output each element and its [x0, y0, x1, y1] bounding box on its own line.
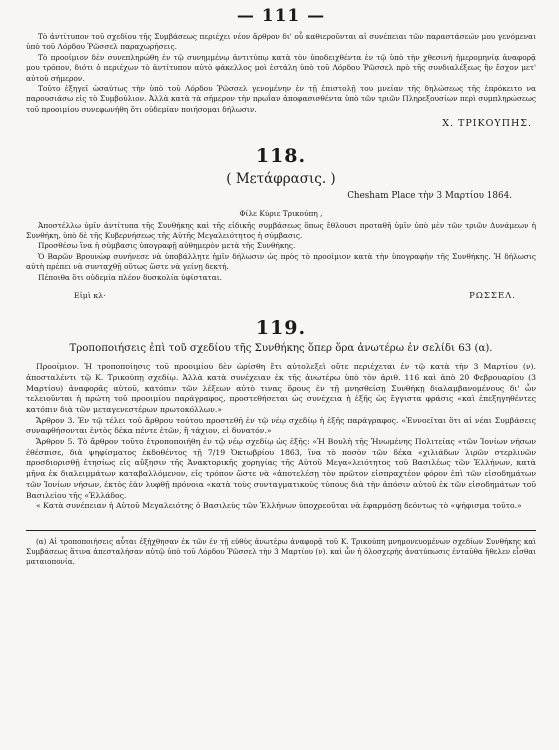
intro-paragraph: Τοῦτο ἐξηγεῖ ὡσαύτως τὴν ὑπὸ τοῦ Λόρδου Ῥῶσσελ γενομένην ἐν τῇ ἐπιστολῇ του μνείαν τῆς δηλώσεως τῆς ἐπρόκειτο να παρουσιάσω εἰς τὸ Συμβούλιον. Ἀλλὰ κατὰ τὰ σήμερον τὴν πρωΐαν ἀποφασισθέντα ὑπὸ τῶν τριῶν Πληρεξουσίων περὶ συμπληρώσεως τοῦ προοιμίου συνεφωνήθη ὅτι οὐδεμίαν ποιήσομαι δήλωσιν.: [26, 84, 536, 114]
amendment-paragraph: « Κατὰ συνέπειαν ἡ Αὐτοῦ Μεγαλειότης ὁ Βασιλεὺς τῶν Ἑλλήνων ὑποχρεοῦται νὰ ἐφαρμόσῃ δεόντως τὸ «ψήφισμα τοῦτο.»: [36, 501, 522, 511]
letter-paragraph: Ὁ Βαρῶν Βρουνὼφ συνήνεσε νὰ ὑποβάλλητε ἡμῖν δήλωσιν ὡς πρὸς τὸ προοίμιον κατὰ τὴν ὑπογραφὴν τῆς Συνθήκης. Ἡ δήλωσις αὐτὴ πρέπει νὰ συνταχθῇ οὕτως ὥστε νὰ γείνῃ δεκτή.: [26, 251, 536, 272]
amendment-paragraph: Ἄρθρον 3. Ἐν τῷ τέλει τοῦ ἄρθρου τούτου προστεθῆ ἐν τῷ νέῳ σχεδίῳ ἡ ἑξῆς παράγραφος. «Ἐννοεῖται ὅτι αἱ νέαι Συμβάσεις συναφθήσονται ἐντὸς δέκα πέντε ἐτῶν, ἢ τάχιον, εἰ δυνατόν.»: [26, 415, 536, 436]
translation-subtitle: ( Μετάφρασις. ): [226, 171, 336, 188]
page-number: — 111 —: [236, 6, 326, 26]
dateline: Chesham Place τὴν 3 Μαρτίου 1864.: [347, 191, 512, 202]
document-page: [26, 6, 536, 567]
document-number-119: 119.: [255, 317, 307, 340]
footnote-divider: [26, 530, 536, 531]
footnote-text: (α) Αἱ τροποποιήσεις αὗται ἐξήχθησαν ἐκ τῶν ἐν τῇ εὐθὺς ἀνωτέρω ἀναφορᾷ τοῦ Κ. Τρικούπη μνημονευομένων σχεδίων Συνθήκης καὶ Συμβάσεως ἅτινα ἀπεσταλήσαν αὐτῷ ὑπὸ τοῦ Λόρδου Ῥῶσσελ τὴν 3 Μαρτίου (ν). καὶ ὧν ἡ ὁλοσχερὴς ἀνατύπωσις ἐνταῦθα ἤθελεν εἶσθαι ματαιοπονία.: [26, 536, 536, 566]
signature-trikoupis: Χ. ΤΡΙΚΟΥΠΗΣ.: [442, 118, 532, 130]
footnote: [26, 537, 536, 567]
letter-paragraph: Προσθέσω ἵνα ἡ σύμβασις ὑπογραφῇ αὐθημερὸν μετὰ τῆς Συνθήκης.: [38, 241, 296, 251]
intro-paragraph: Τὸ ἀντίτυπον τοῦ σχεδίου τῆς Συμβάσεως περιέχει νέον ἄρθρον δι' οὗ καθιεροῦνται αἱ συνέπειαι τῶν παραστάσεών μου γενόμεναι ὑπὸ τοῦ Λόρδου Ῥῶσσελ παραχωρήσεις.: [26, 32, 536, 52]
letter-body: [26, 209, 536, 283]
signature-russell: ΡΩΣΣΕΛ.: [469, 291, 516, 302]
salutation: Φίλε Κύριε Τρικούπη ,: [239, 209, 323, 219]
intro-paragraph: Τὸ προοίμιον δὲν συνεπληρώθη ἐν τῷ συνημμένῳ ἀντιτύπῳ κατὰ τὸν ὑποδειχθέντα ἐν τῷ ὑπὸ τὴν χθεσινὴ ἡμερομηνίᾳ ἀναφορᾷ μου τρόπον, διότι ὁ περιέχων τὸ ἀντίτυπον αὐτὸ φάκελλος μοὶ ἐστάλη ὑπὸ τοῦ Λόρδου Ῥῶσσελ πρὸ τῆς συνδιαλέξεως ἣν ἔσχον μετ' αὐτοῦ σήμερον.: [26, 52, 536, 83]
amendment-paragraph: Προοίμιον. Ἡ τροποποίησις τοῦ προοιμίου δὲν ὡρίσθη ἔτι αὐτολεξεὶ οὔτε περιέχεται ἐν τῷ κατὰ τὴν 3 Μαρτίου (ν). ἀποσταλέντι τῷ Κ. Τρικούπῃ σχεδίῳ. Ἀλλὰ κατὰ συνέχειαν ἐκ τῆς ἀνωτέρω ὑπὸ τὸν ἀριθ. 116 καὶ ἀπὸ 20 Φεβρουαρίου (3 Μαρτίου) ἀναφορᾶς αὐτοῦ, κατόπιν τῶν λέξεων αὐτὸ τινας ὅρους ἐν τῇ μνησθείσῃ Συνθήκῃ διαλαμβανομένους δι' ὧν τελειοῦνται ἡ πρώτη τοῦ προοιμίου παράγραφος, προστεθήσεται ὡς συνέχεια ἡ ἑξῆς ὡς ἔγγιστα φράσις «καὶ ἐπεξηγηθέντες κατόπιν διὰ τῶν μεταγενεστέρων πρωτοκόλλων.»: [26, 362, 536, 414]
letter-paragraph: Πέποιθα ὅτι οὐδεμία πλέον δυσκολία ὑφίσταται.: [38, 272, 222, 282]
document-number-118: 118.: [255, 145, 307, 168]
letter-closing: [74, 291, 516, 301]
document-title-119: Τροποποιήσεις ἐπὶ τοῦ σχεδίου τῆς Συνθήκης ὅπερ ὅρα ἀνωτέρω ἐν σελίδι 63 (α).: [69, 343, 493, 355]
intro-section: [26, 32, 536, 115]
amendments-body: [26, 362, 536, 512]
amendment-paragraph: Ἄρθρον 5. Τὸ ἄρθρον τοῦτο ἐτροποποιήθη ἐν τῷ νέῳ σχεδίῳ ὡς ἑξῆς: «Ἡ Βουλὴ τῆς Ἡνωμένης Πολιτείας «τῶν Ἰονίων νήσων ἐθέσπισε, διὰ ψηφίσματος ἐκδοθέντος τῇ 7/19 Ὀκτωβρίου 1863, ἵνα τὸ ποσὸν τῶν δέκα «χιλιάδων λιρῶν στερλινῶν προσδιορισθῇ ἐτησίως εἰς αὔξησιν τῆς Ἀνακτορικῆς χορηγίας τῆς Αὐτοῦ Μεγα«λειότητος τοῦ Βασιλέως τῶν Ἑλλήνων, κατὰ μῆνα ἐκ διαλειμμάτων καταβαλλόμενον, εἰς τρόπον ὥστε νὰ «ἀποτελέσῃ τὸν πρῶτον εἰσπραχτέον φόρον ἐπὶ τῶν εἰσοδημάτων τῶν Ἰονίων νήσων, ἐκτὸς ἐὰν λυφθῇ πρόνοια «κατὰ τοὺς συνταγματικοὺς τύπους διὰ τὴν ἀπόσιν αὐτοῦ ἐκ τῶν εἰσοδημάτων τοῦ Βασιλείου τῆς «Ἑλλάδος.: [26, 437, 536, 500]
closing-formula: Εἰμὶ κλ·: [74, 291, 106, 301]
letter-paragraph: Ἀποστέλλω ὑμῖν ἀντίτυπα τῆς Συνθήκης καὶ τῆς εἰδικῆς συμβάσεως ὅπως ἔθλουσι προταθῆ ὑμῖν ὑπὸ μὲν τῶν τριῶν Δυνάμεων ἡ Συνθήκη, ὑπὸ δὲ τῆς Κυβερνήσεως τῆς Αὐτῆς Μεγαλειότητος ἡ σύμβασις.: [26, 220, 536, 241]
